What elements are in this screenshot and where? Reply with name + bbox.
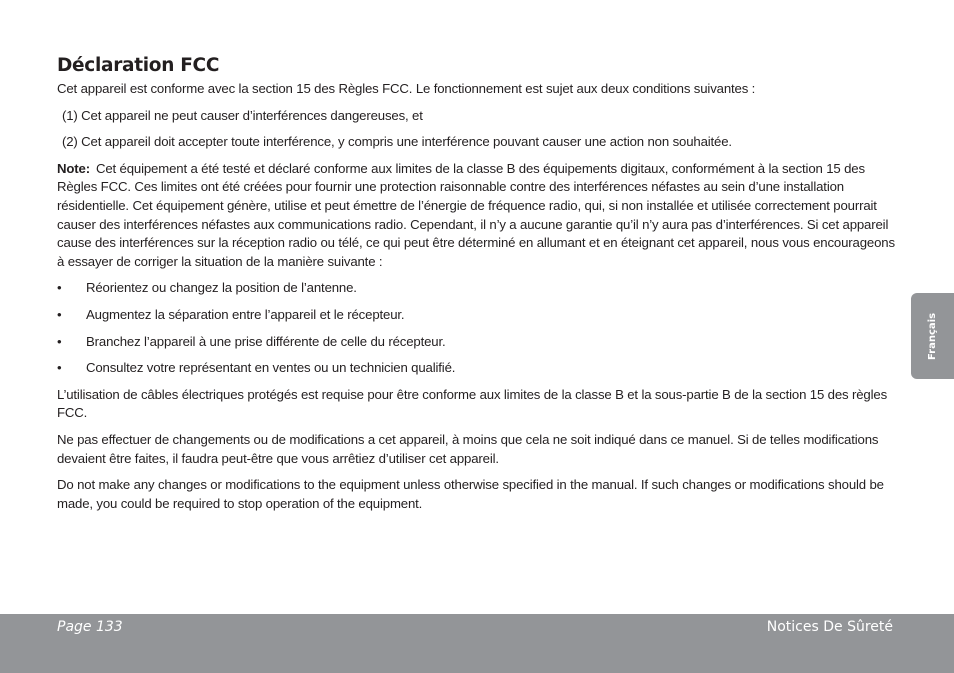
page-number: Page 133 — [57, 619, 123, 635]
condition-2: (2) Cet appareil doit accepter toute interférence, y compris une interférence pouvant causer une action non souhaitée. — [62, 134, 732, 150]
cables-paragraph: L’utilisation de câbles électriques protégés est requise pour être conforme aux limites de la classe B et la sous-partie B de la section 15 des règles FCC. — [57, 386, 888, 421]
language-tab-label: Français — [927, 312, 939, 360]
modifications-paragraph-fr: Ne pas effectuer de changements ou de modifications a cet appareil, à moins que cela ne soit indiqué dans ce manuel. Si de telles modifications devaient être faites, il faudra peut-être que vous arrêtiez d’utiliser cet appareil. — [57, 431, 879, 466]
list-item — [57, 359, 899, 378]
list-item-text: Réorientez ou changez la position de l’antenne. — [86, 280, 357, 296]
list-item — [57, 279, 899, 298]
bullet-icon: • — [57, 306, 62, 322]
note-label: Note: — [57, 160, 90, 176]
remedy-list — [57, 279, 899, 377]
list-item — [57, 306, 899, 325]
modifications-paragraph-en: Do not make any changes or modifications to the equipment unless otherwise specified in the manual. If such changes or modifications should be made, you could be required to stop operation of the equipment. — [57, 477, 884, 511]
note-paragraph — [57, 160, 899, 272]
intro-paragraph: Cet appareil est conforme avec la section 15 des Règles FCC. Le fonctionnement est sujet aux deux conditions suivantes : — [57, 81, 756, 96]
list-item-text: Consultez votre représentant en ventes ou un technicien qualifié. — [86, 360, 456, 376]
page-footer — [0, 614, 954, 673]
document-body — [57, 54, 899, 521]
condition-1: (1) Cet appareil ne peut causer d’interférences dangereuses, et — [62, 107, 423, 123]
bullet-icon: • — [57, 280, 62, 296]
page-heading: Déclaration FCC — [57, 55, 220, 76]
list-item-text: Augmentez la séparation entre l’appareil et le récepteur. — [86, 306, 405, 322]
list-item — [57, 333, 899, 352]
list-item-text: Branchez l’appareil à une prise différente de celle du récepteur. — [86, 333, 446, 349]
footer-section-title: Notices De Sûreté — [766, 619, 893, 635]
bullet-icon: • — [57, 333, 62, 349]
note-text: Cet équipement a été testé et déclaré conforme aux limites de la classe B des équipements digitaux, conformément à la section 15 des Règles FCC. Ces limites ont été créées pour fournir une protection raisonnable contre des interférences néfastes au sein d’une installation résidentielle. Cet équipement génère, utilise et peut émettre de l’énergie de fréquence radio, qui, si non installée et utilisée correctement pourrait causer des interférences néfastes aux communications radio. Cependant, il n’y a aucune garantie qu’il n’y aura pas d’interférences. Si cet appareil cause des interférences sur la réception radio ou télé, ce qui peut être déterminé en allumant et en éteignant cet appareil, nous vous encourageons à essayer de corriger la situation de la manière suivante : — [57, 160, 895, 269]
language-tab — [911, 293, 954, 379]
bullet-icon: • — [57, 360, 62, 376]
